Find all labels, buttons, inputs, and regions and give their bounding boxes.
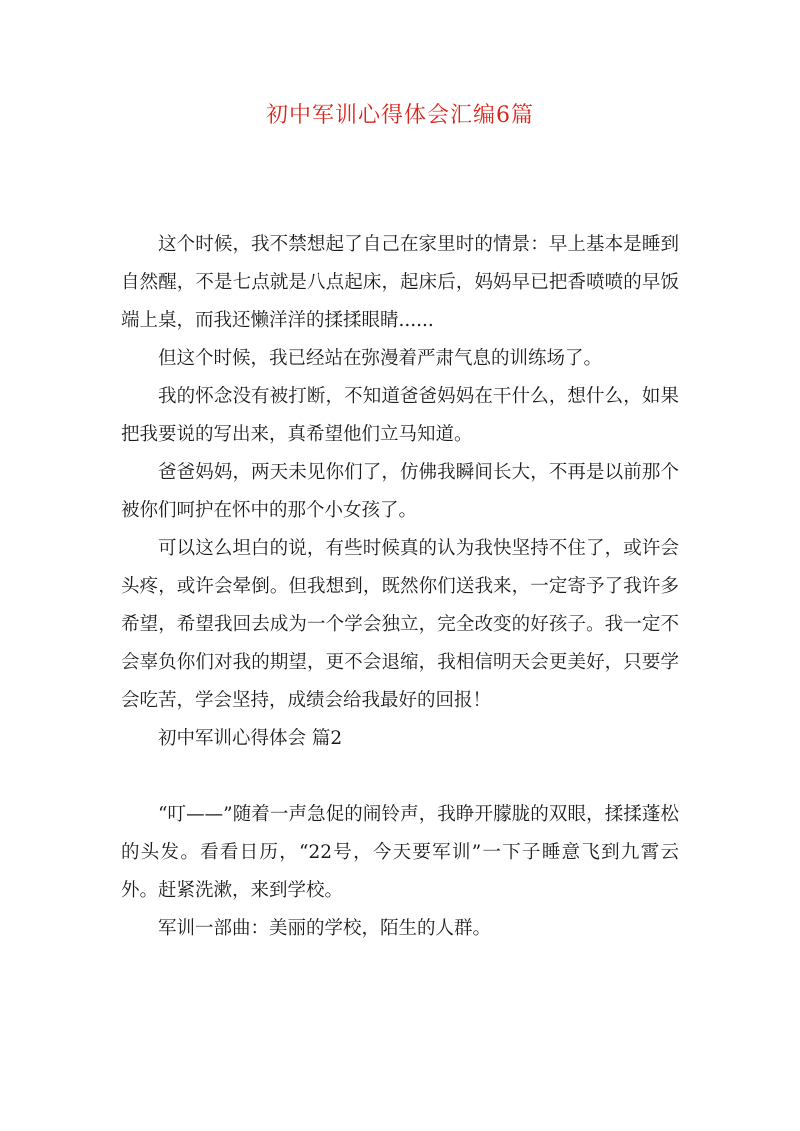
paragraph: 爸爸妈妈，两天未见你们了，仿佛我瞬间长大，不再是以前那个被你们呵护在怀中的那个小女孩了。 [121,462,679,521]
section-heading: 初中军训心得体会 篇2 [158,728,343,749]
paragraph: 可以这么坦白的说，有些时候真的认为我快坚持不住了，或许会头疼，或许会晕倒。但我想到，既然你们送我来，一定寄予了我许多希望，希望我回去成为一个学会独立，完全改变的好孩子。我一定不会辜负你们对我的期望，更不会退缩，我相信明天会更美好，只要学会吃苦，学会坚持，成绩会给我最好的回报！ [121,538,679,711]
document-body [121,226,679,948]
paragraph: 军训一部曲：美丽的学校，陌生的人群。 [158,918,492,939]
paragraph: 但这个时候，我已经站在弥漫着严肃气息的训练场了。 [158,348,603,369]
paragraph: 这个时候，我不禁想起了自己在家里时的情景：早上基本是睡到自然醒，不是七点就是八点起床，起床后，妈妈早已把香喷喷的早饭端上桌，而我还懒洋洋的揉揉眼睛...... [121,234,679,331]
paragraph: “叮——”随着一声急促的闹铃声，我睁开朦胧的双眼，揉揉蓬松的头发。看看日历，“22号，今天要军训”一下子睡意飞到九霄云外。赶紧洗漱，来到学校。 [121,804,679,901]
paragraph: 我的怀念没有被打断，不知道爸爸妈妈在干什么，想什么，如果把我要说的写出来，真希望他们立马知道。 [121,386,679,445]
document-title: 初中军训心得体会汇编6篇 [266,103,534,128]
section-gap [121,758,679,796]
